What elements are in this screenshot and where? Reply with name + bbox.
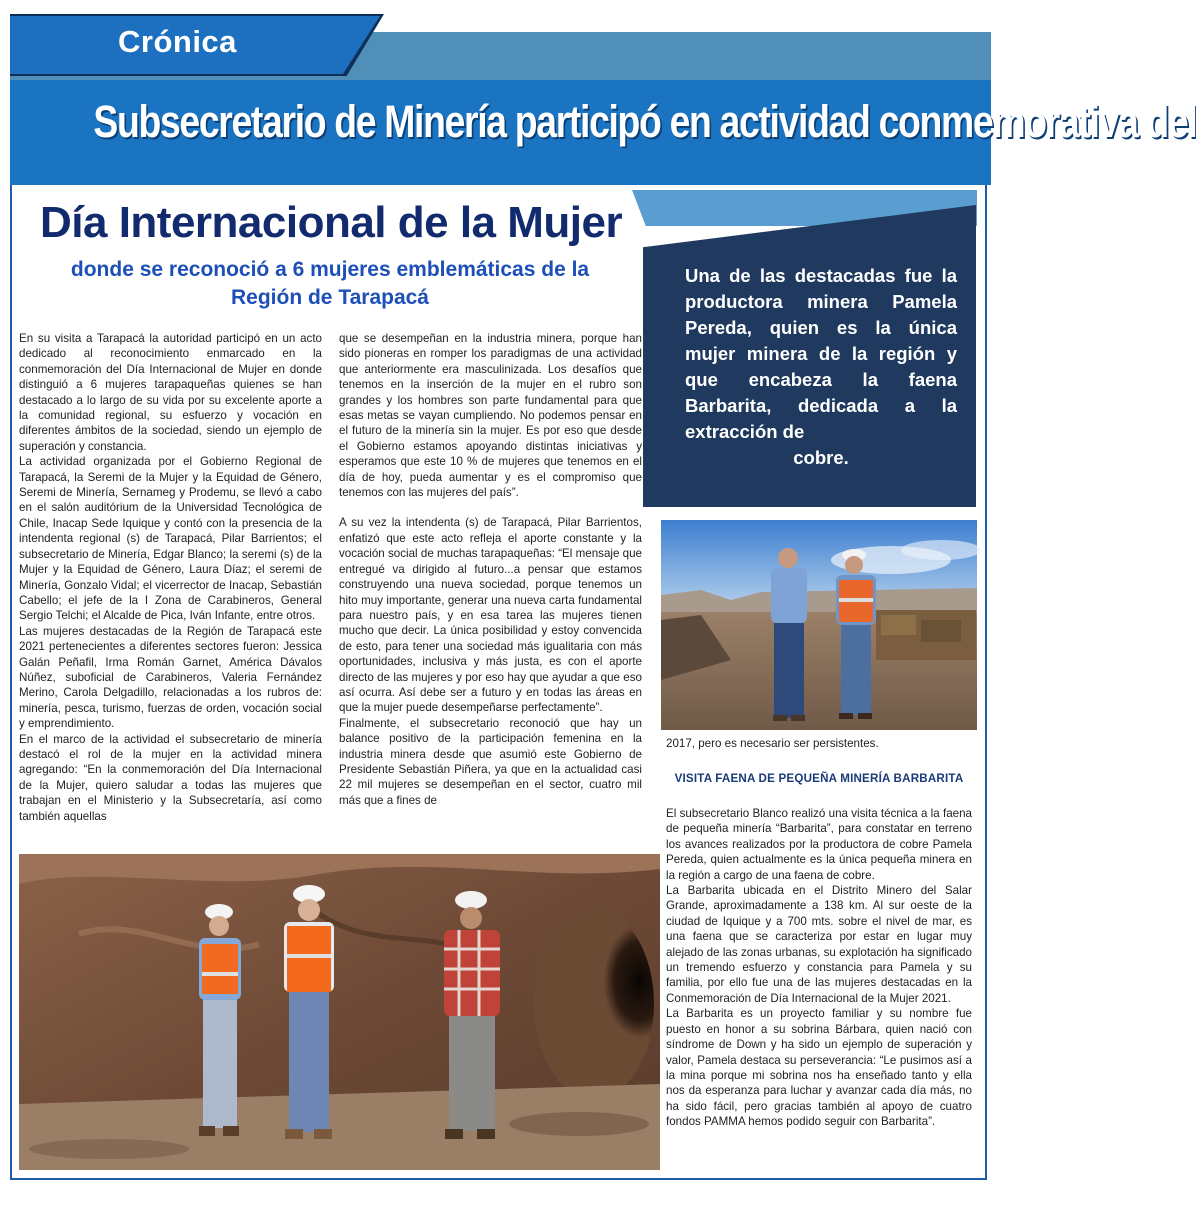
paragraph: El subsecretario Blanco realizó una visita técnica a la faena de pequeña minería “Barbarita”, para constatar en terreno los avances realizados por la productora de cobre Pamela Pereda, quien actualmente es la única pequeña minera en la región a cargo de una faena de cobre. <box>666 807 972 882</box>
section-subheading: VISITA FAENA DE PEQUEÑA MINERÍA BARBARITA <box>674 772 964 785</box>
paragraph: A su vez la intendenta (s) de Tarapacá, Pilar Barrientos, enfatizó que este acto refleja el aporte constante y la vocación social de muchas tarapaqueñas: “El mensaje que entregué va dirigido al futuro...a pensar que estamos construyendo una nueva sociedad, porque tenemos un hito muy importante, generar una nueva carta fundamental para nuestro país, y en esa tarea las mujeres tienen mucho que decir. La única posibilidad y estoy convencida de esto, para tener una sociedad más igualitaria con más oportunidades, inclusiva y más justa, es con el aporte directo de las mujeres y por eso hay que ayudar a que eso así ocurra. Así debe ser a futuro y en todas las áreas en que la mujer puede desempeñarse perfectamente”. <box>339 516 642 715</box>
paragraph: La Barbarita ubicada en el Distrito Minero del Salar Grande, aproximadamente a 138 km. Al sur oeste de la ciudad de Iquique y a 700 mts. sobre el nivel de mar, es una faena que se caracteriza por estar en lugar muy alejado de las zonas urbanas, su explotación ha significado un tremendo esfuerzo y constancia para Pamela y su familia, por ello fue una de las mujeres destacadas en la Conmemoración de Día Internacional de la Mujer 2021. <box>666 884 972 1005</box>
pull-quote-last-word: cobre. <box>793 447 849 468</box>
column3-continuation: 2017, pero es necesario ser persistentes. <box>666 737 879 750</box>
paragraph: Finalmente, el subsecretario reconoció que hay un balance positivo de la participación femenina en la industria minera desde que asumió este Gobierno de Presidente Sebastián Piñera, ya que en la actualidad casi 22 mil mujeres se desempeñan en el sector, cuatro mil más que a fines de <box>339 716 642 807</box>
paragraph: La actividad organizada por el Gobierno Regional de Tarapacá, la Seremi de la Mujer y la Equidad de Género, Seremi de Minería, Sernameg y Prodemu, se llevó a cabo en el salón auditórium de la Universidad Tecnológica de Chile, Inacap Sede Iquique y contó con la presencia de la intendenta regional (s) de Tarapacá, Pilar Barrientos; el subsecretario de Minería, Edgar Blanco; la seremi (s) de la Mujer y la Equidad de Género, Laura Díaz; el seremi de Minería, Gonzalo Vidal; el vicerrector de Inacap, Sebastián Cabello; el jefe de la I Zona de Carabineros, General Sergio Telchi; el Alcalde de Pica, Iván Infante, entre otros. <box>19 455 322 623</box>
text-column-3 <box>666 806 972 1130</box>
photo-mine-site-visit <box>661 520 977 730</box>
headline: Subsecretario de Minería participó en actividad conmemorativa del <box>93 96 1196 147</box>
pull-quote-text: Una de las destacadas fue la productora minera Pamela Pereda, quien es la única mujer minera de la región y que encabeza la faena Barbarita, dedicada a la extracción de <box>685 265 957 442</box>
photo-tunnel-entrance <box>19 854 660 1170</box>
text-column-1 <box>19 331 322 824</box>
section-label: Crónica <box>118 24 237 59</box>
pull-quote <box>685 263 957 471</box>
paragraph: En el marco de la actividad el subsecretario de minería destacó el rol de la mujer en la actividad minera agregando: “En la conmemoración del Día Internacional de la Mujer, quiero saludar a todas las mujeres que trabajan en el Ministerio y la Subsecretaría, así como también aquellas <box>19 732 322 823</box>
paragraph: En su visita a Tarapacá la autoridad participó en un acto dedicado al reconocimiento enmarcado en la conmemoración del Día Internacional de Mujer en donde distinguió a 6 mujeres tarapaqueñas quienes se han destacado a lo largo de su vida por su excelente aporte a la comunidad regional, su esfuerzo y vocación en diferentes ámbitos de la sociedad, siendo un ejemplo de superación y constancia. <box>19 332 322 453</box>
paragraph: La Barbarita es un proyecto familiar y su nombre fue puesto en honor a su sobrina Bárbara, quien nació con síndrome de Down y ha sido un ejemplo de superación y valor, Pamela destaca su perseverancia: “Le pusimos así a la mina porque mi sobrina nos ha enseñado tanto y ella nos da esperanza para luchar y avanzar cada día más, no ha sido fácil, pero gracias también al apoyo de cuatro fondos PAMMA hemos podido seguir con Barbarita”. <box>666 1007 972 1129</box>
text-column-2 <box>339 331 642 808</box>
article-title: Día Internacional de la Mujer <box>40 198 623 247</box>
article-subtitle: donde se reconoció a 6 mujeres emblemáticas de la Región de Tarapacá <box>70 258 590 309</box>
paragraph: Las mujeres destacadas de la Región de Tarapacá este 2021 pertenecientes a diferentes sectores fueron: Jessica Galán Peñafil, Irma Román Garnet, América Dávalos Núñez, suboficial de Carabineros, Valeria Fernández Merino, Carola Delgadillo, relacionadas a los rubros de: minería, pesca, turismo, fuerzas de orden, vocación social y emprendimiento. <box>19 624 322 731</box>
paragraph: que se desempeñan en la industria minera, porque han sido pioneras en romper los paradigmas de una actividad que anteriormente era masculinizada. Los desafíos que tenemos en la inserción de la mujer en el rubro son grandes y los hombres son parte fundamental para que esas metas se vayan cumpliendo. No podemos pensar en el futuro de la minería sin la mujer. Es por eso que desde el Gobierno estamos apoyando distintas iniciativas y esperamos que este 10 % de mujeres que tenemos en el día de hoy, pueda aumentar y es el compromiso que tenemos con las mujeres del país”. <box>339 332 642 500</box>
